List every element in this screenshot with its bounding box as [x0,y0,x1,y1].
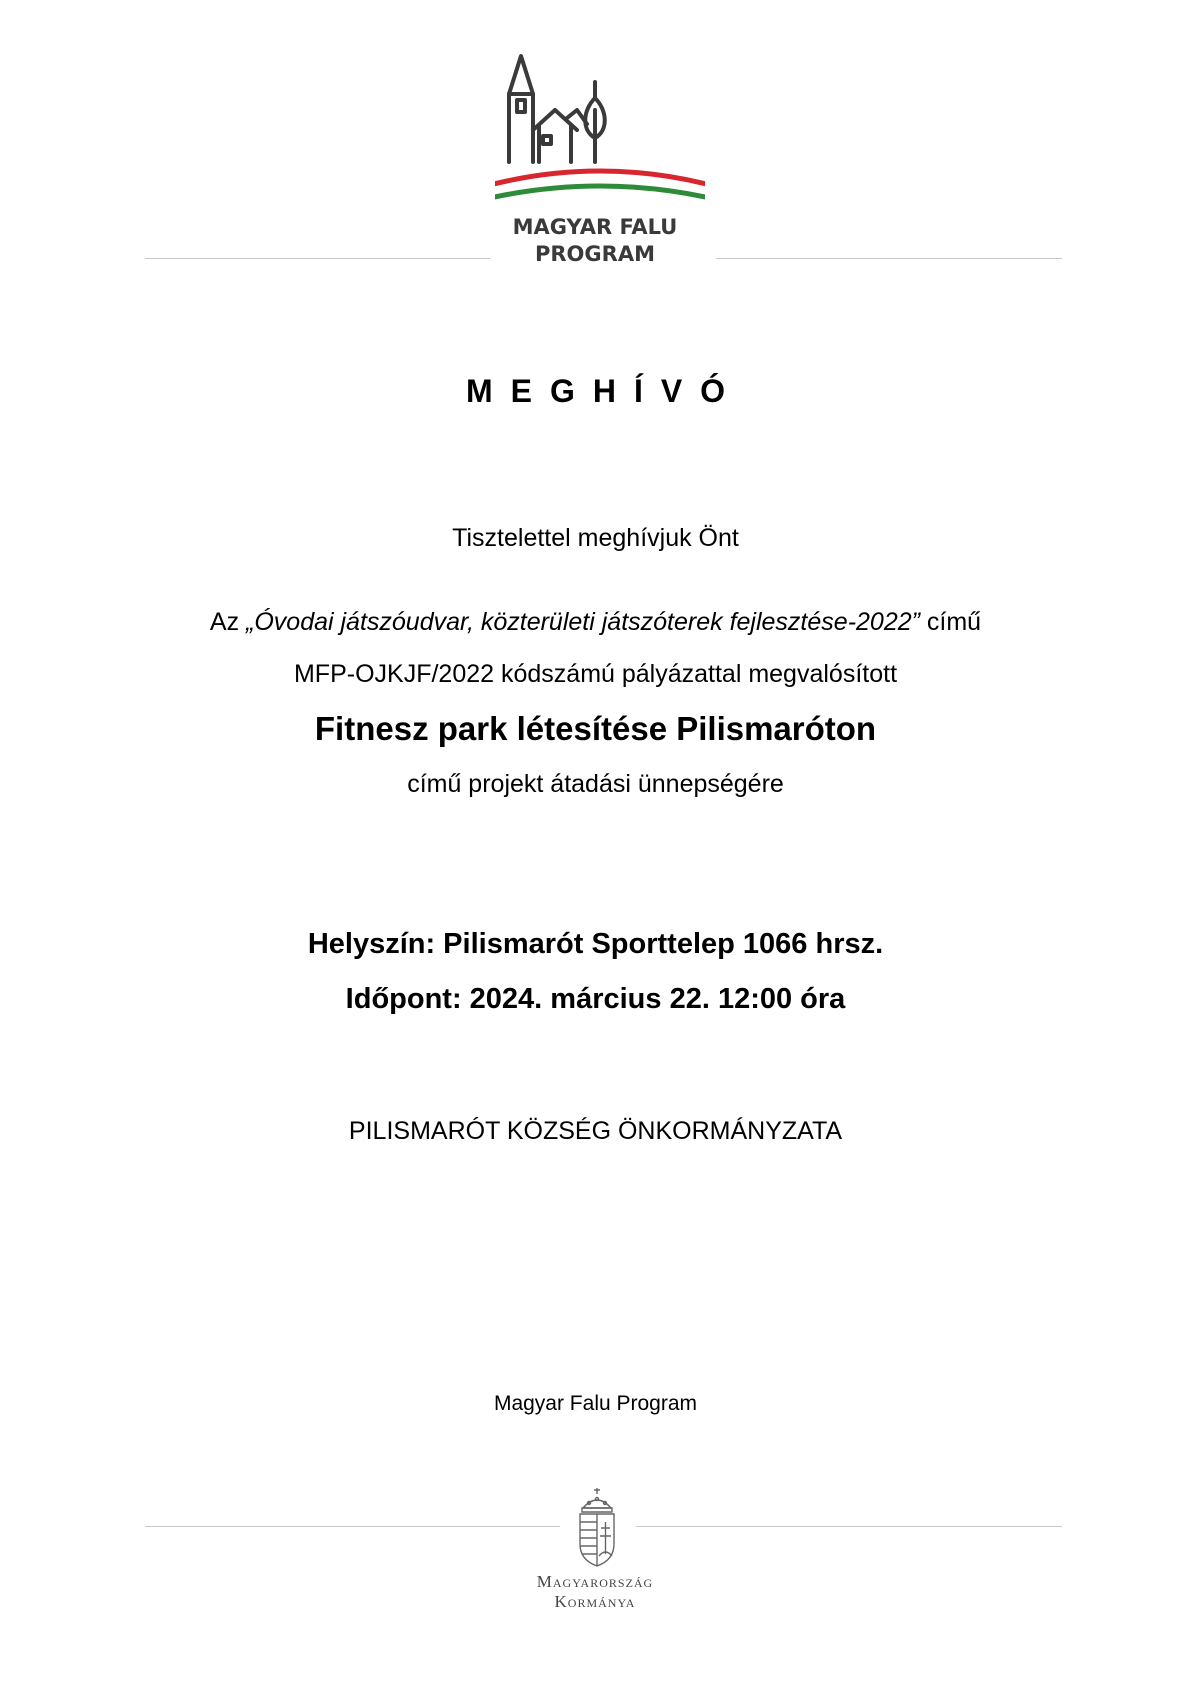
gov-line2: Kormánya [554,1592,636,1611]
mfp-logo-text [445,214,745,268]
event-datetime: Időpont: 2024. március 22. 12:00 óra [345,983,846,1015]
tender-code-line: MFP-OJKJF/2022 kódszámú pályázattal megvalósított [293,660,898,688]
project-title: Fitnesz park létesítése Pilismaróton [314,710,877,747]
header-rule-left [145,258,490,259]
line1-prefix: Az [209,608,247,636]
ceremony-line: című projekt átadási ünnepségére [407,770,784,798]
coat-of-arms-icon [574,1486,620,1568]
government-logo-text [445,1572,745,1612]
mfp-logo-line1: MAGYAR FALU [512,215,678,239]
tender-title: „Óvodai játszóudvar, közterületi játszóterek fejlesztése-2022” [246,608,920,636]
footer-rule-right [636,1526,1062,1527]
invitation-title: MEGHÍVÓ [465,373,744,409]
program-name: Magyar Falu Program [493,1392,698,1415]
header-rule-right [716,258,1062,259]
greeting-line: Tisztelettel meghívjuk Önt [452,524,739,552]
event-location: Helyszín: Pilismarót Sporttelep 1066 hrsz. [307,928,884,960]
organizer-name: PILISMARÓT KÖZSÉG ÖNKORMÁNYZATA [348,1117,843,1145]
mfp-logo-line2: PROGRAM [535,242,655,266]
footer-rule-left [145,1526,560,1527]
gov-line1: Magyarország [536,1572,654,1591]
line1-suffix: című [919,608,982,636]
program-reference-line [0,608,1191,637]
